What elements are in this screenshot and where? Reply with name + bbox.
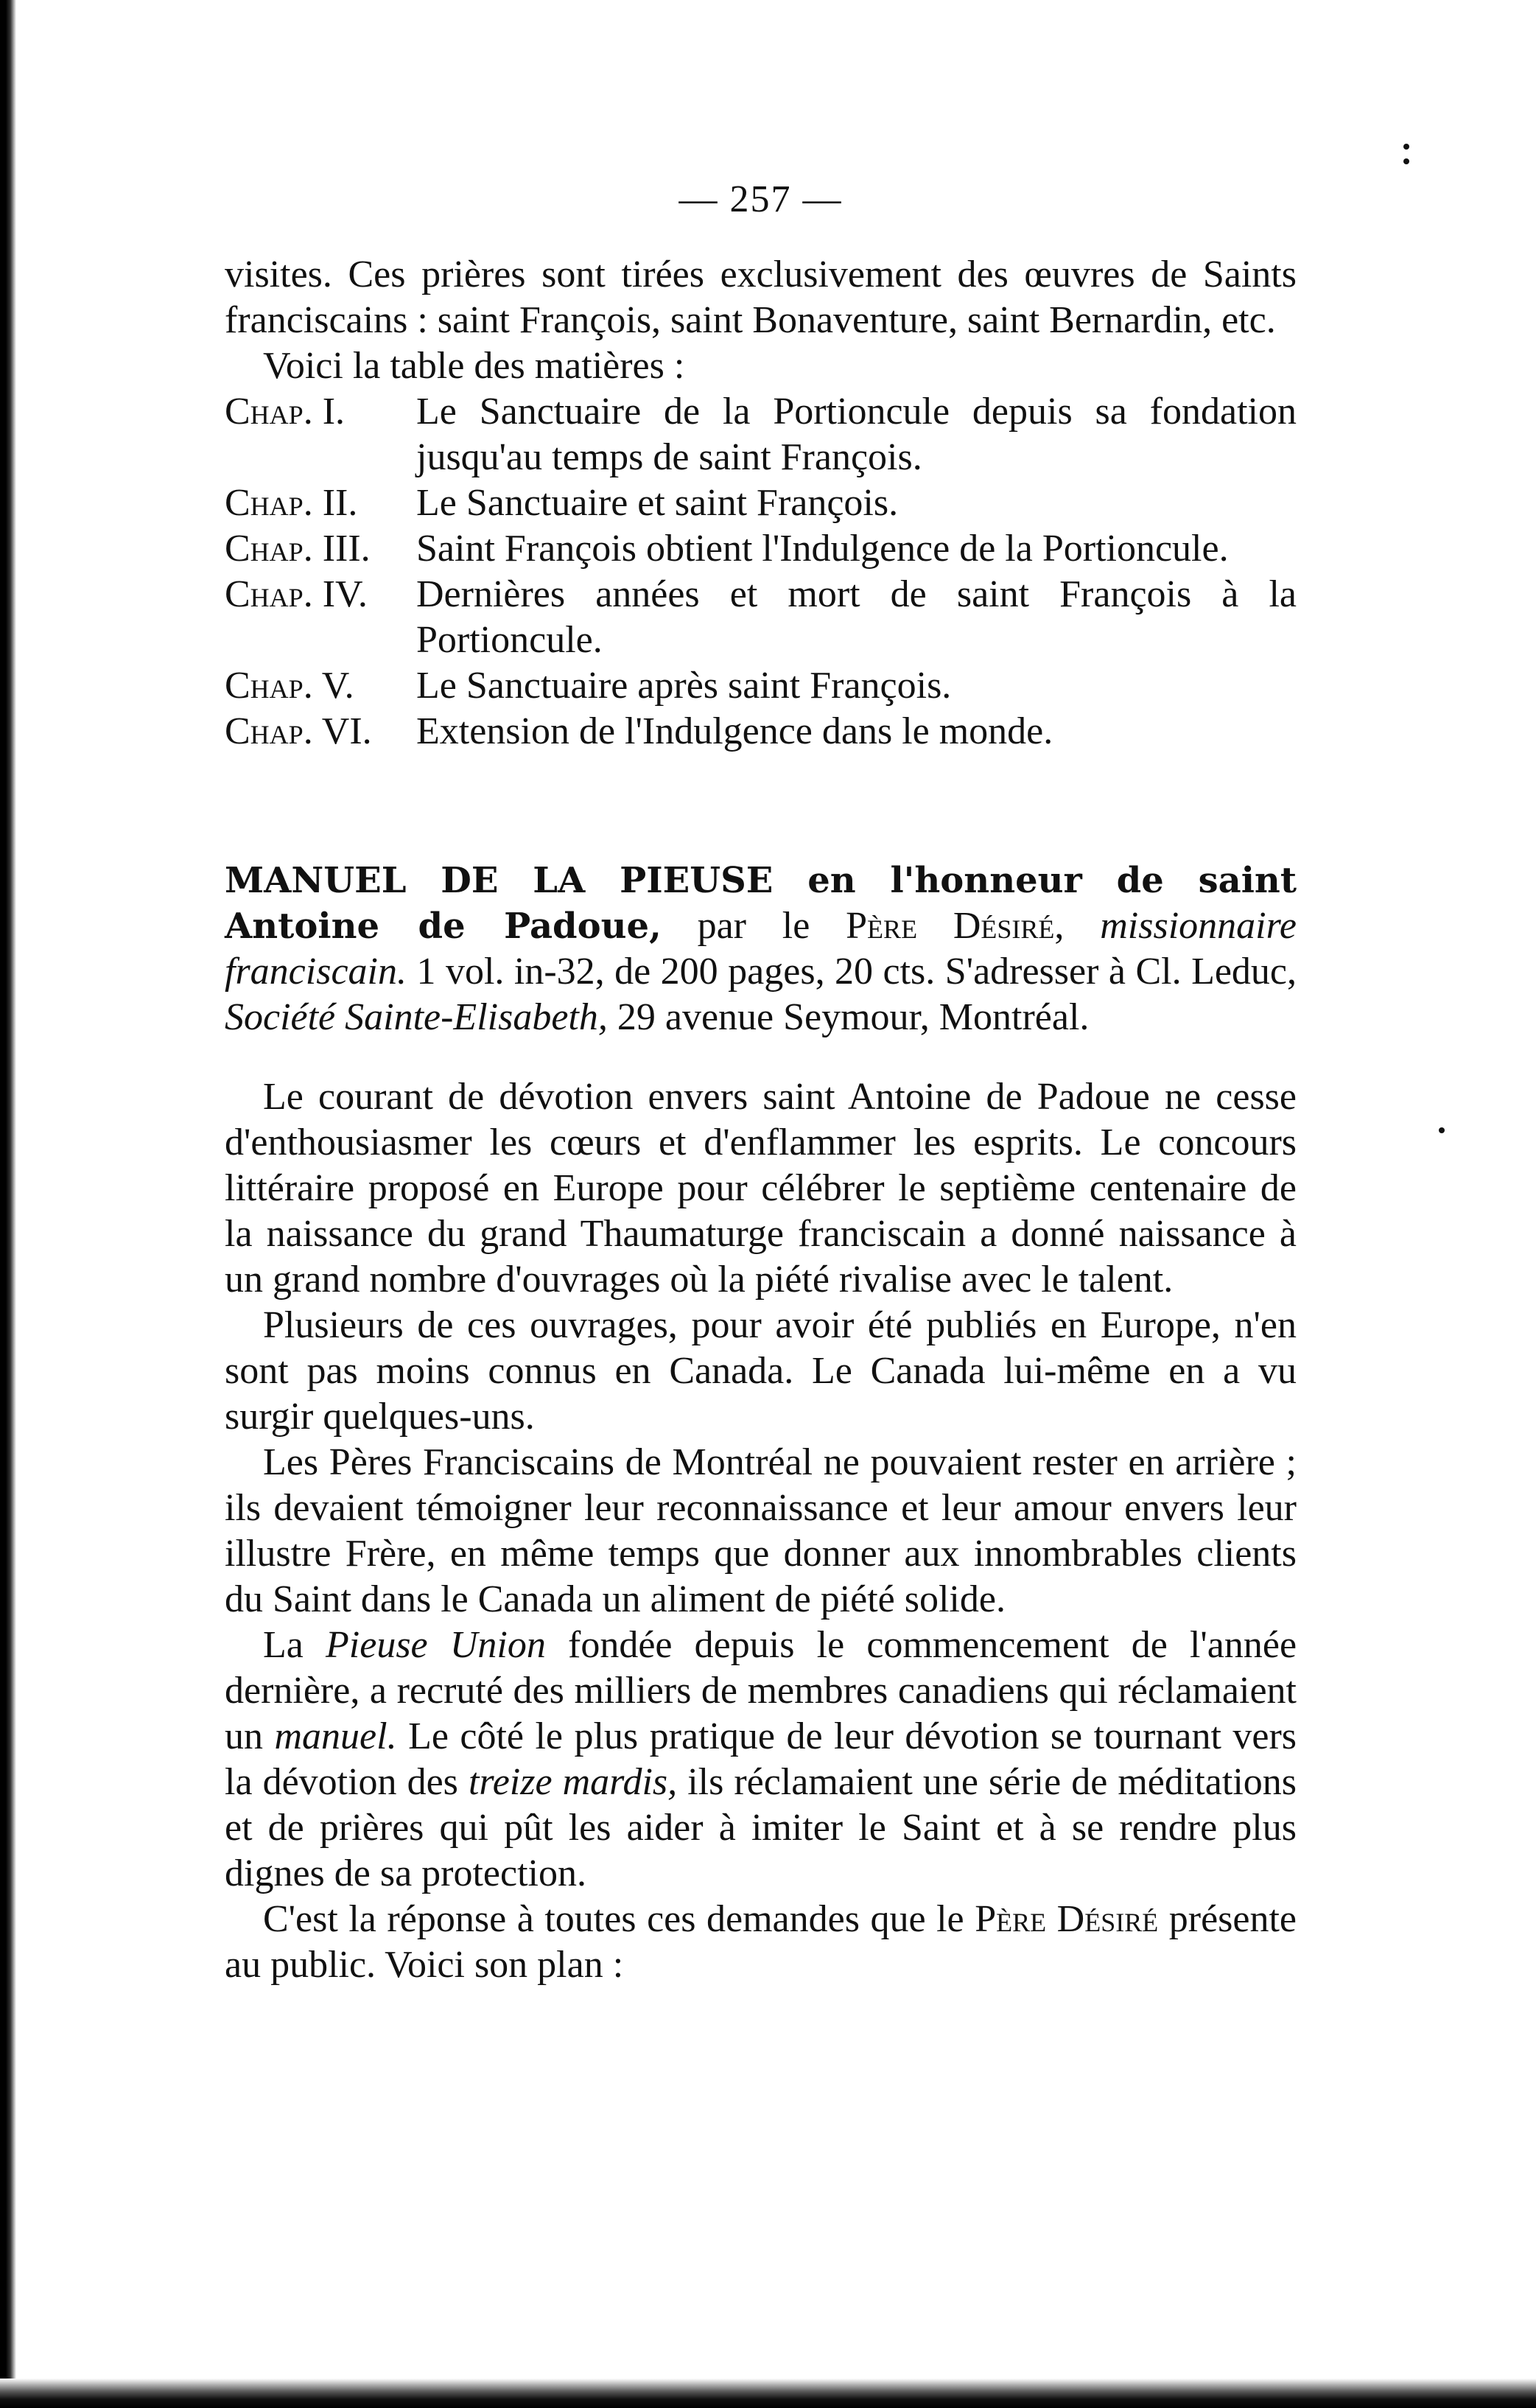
intro-paragraph: visites. Ces prières sont tirées exclusivement des œuvres de Saints franciscains : saint François, saint Bonaventure, saint Bernardin, etc. xyxy=(225,253,1297,341)
body-paragraph-4 xyxy=(225,1623,1297,1897)
toc-chapter-number: Chap. IV. xyxy=(225,573,368,615)
scan-left-edge xyxy=(0,0,16,2408)
toc-entry xyxy=(225,663,1297,709)
scan-speck xyxy=(1403,144,1409,150)
p4-text-c: Le côté le plus pratique de leur dévotion se tournant vers la dévotion des xyxy=(225,1715,1297,1803)
review-body xyxy=(225,1074,1297,1988)
review-volume: 1 vol. in-32, de 200 pages, 20 cts. S'adresser à Cl. Leduc, xyxy=(416,951,1297,993)
review-header xyxy=(225,858,1297,1040)
review-book-title: MANUEL DE LA PIEUSE en l'honneur de saint Antoine de Padoue, xyxy=(225,860,1297,947)
toc-chapter-title: Saint François obtient l'Indulgence de la Portioncule. xyxy=(416,528,1229,570)
p5-text-b: présente au public. Voici son plan : xyxy=(225,1898,1297,1986)
toc-entry xyxy=(225,526,1297,572)
body-paragraph-2: Plusieurs de ces ouvrages, pour avoir été publiés en Europe, n'en sont pas moins connus en Canada. Le Canada lui-même en a vu surgir quelques-uns. xyxy=(225,1304,1297,1438)
review-address: 29 avenue Seymour, Montréal. xyxy=(617,996,1090,1038)
body-paragraph-5 xyxy=(225,1897,1297,1988)
page-number: — 257 — xyxy=(678,178,843,220)
toc-chapter-number: Chap. I. xyxy=(225,391,346,433)
toc-chapter-title: Le Sanctuaire de la Portioncule depuis sa fondation jusqu'au temps de saint François. xyxy=(416,391,1297,478)
body-paragraph-3: Les Pères Franciscains de Montréal ne pouvaient rester en arrière ; ils devaient témoigner leur reconnaissance et leur amour envers leur illustre Frère, en même temps que donner aux innombrables clients du Saint dans le Canada un aliment de piété solide. xyxy=(225,1441,1297,1620)
book-review xyxy=(225,858,1297,1988)
p5-author: Père Désiré xyxy=(975,1898,1159,1940)
toc-chapter-number: Chap. II. xyxy=(225,482,358,524)
toc-entry xyxy=(225,480,1297,526)
review-author-role: missionnaire franciscain. xyxy=(225,905,1297,993)
toc-chapter-number: Chap. V. xyxy=(225,665,354,707)
scan-speck xyxy=(1403,158,1409,164)
p4-pieuse-union: Pieuse Union xyxy=(326,1624,546,1666)
toc-entry xyxy=(225,572,1297,663)
review-par: par le xyxy=(697,905,810,947)
toc-intro: Voici la table des matières : xyxy=(263,345,685,387)
p4-manuel: manuel. xyxy=(274,1715,397,1757)
toc-chapter-number: Chap. III. xyxy=(225,528,371,570)
toc-chapter-title: Le Sanctuaire après saint François. xyxy=(416,665,952,707)
table-of-contents xyxy=(225,389,1297,755)
p5-text-a: C'est la réponse à toutes ces demandes que le xyxy=(263,1898,964,1940)
toc-chapter-number: Chap. VI. xyxy=(225,710,372,752)
p4-text-b: fondée depuis le commencement de l'année dernière, a recruté des milliers de membres canadiens qui réclamaient un xyxy=(225,1624,1297,1757)
p4-text-d: ils réclamaient une série de méditations et de prières qui pût les aider à imiter le Saint et à se rendre plus dignes de sa protection. xyxy=(225,1761,1297,1894)
scan-bottom-edge xyxy=(0,2379,1536,2408)
toc-entry xyxy=(225,709,1297,755)
review-author: Père Désiré, xyxy=(846,905,1065,947)
page xyxy=(225,177,1297,1988)
toc-chapter-title: Dernières années et mort de saint François à la Portioncule. xyxy=(416,573,1297,661)
p4-text-a: La xyxy=(263,1624,304,1666)
toc-entry xyxy=(225,389,1297,480)
p4-treize-mardis: treize mardis, xyxy=(468,1761,678,1803)
toc-chapter-title: Le Sanctuaire et saint François. xyxy=(416,482,899,524)
toc-chapter-title: Extension de l'Indulgence dans le monde. xyxy=(416,710,1053,752)
scan-speck xyxy=(1439,1127,1445,1133)
body-paragraph-1: Le courant de dévotion envers saint Antoine de Padoue ne cesse d'enthousiasmer les cœurs et d'enflammer les esprits. Le concours littéraire proposé en Europe pour célébrer le septième centenaire de la naissance du grand Thaumaturge franciscain a donné naissance à un grand nombre d'ouvrages où la piété rivalise avec le talent. xyxy=(225,1076,1297,1301)
review-society: Société Sainte-Elisabeth, xyxy=(225,996,608,1038)
